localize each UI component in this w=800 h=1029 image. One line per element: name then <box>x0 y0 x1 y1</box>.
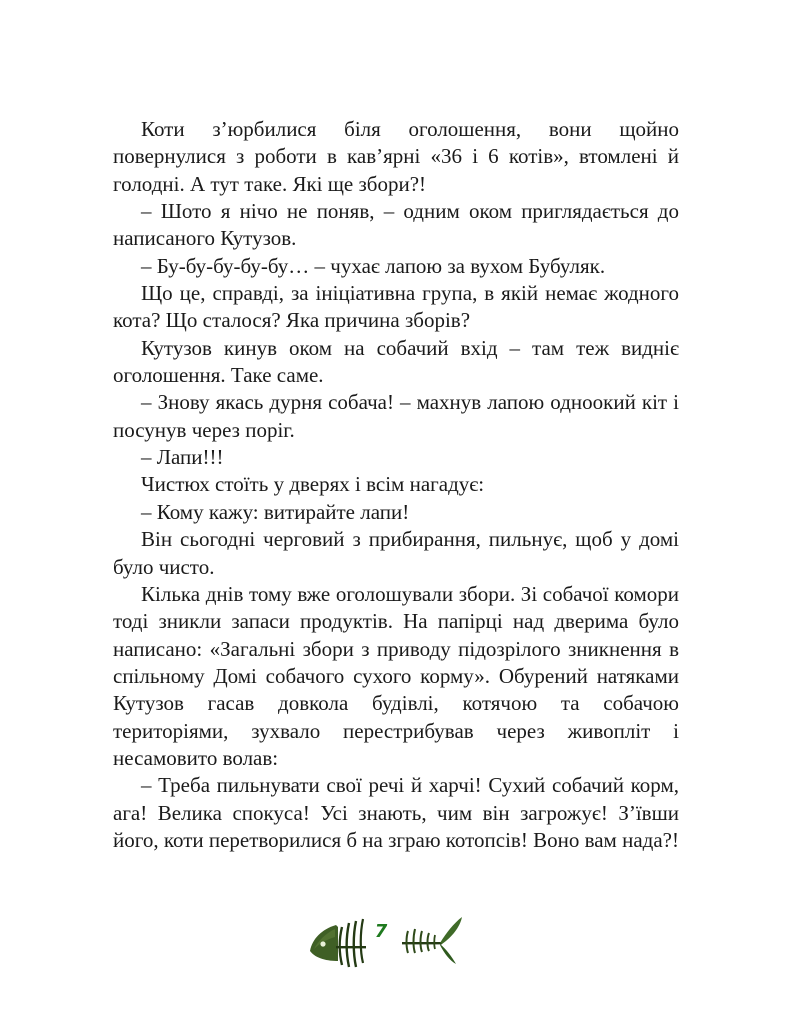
paragraph: – Кому кажу: витирайте лапи! <box>141 499 410 524</box>
page-footer <box>0 905 800 975</box>
paragraph: – Треба пильнувати свої речі й харчі! Сухий собачий корм, ага! Велика спокуса! Усі знають, чим він загрожує! З’ївши його, коти перетворилися б на зграю котопсів! Воно вам нада?! <box>113 773 679 852</box>
paragraph: – Бу-бу-бу-бу-бу… – чухає лапою за вухом Бубуляк. <box>141 253 606 278</box>
paragraph: – Лапи!!! <box>141 445 224 470</box>
paragraph: Що це, справді, за ініціативна група, в якій немає жодного кота? Що сталося? Яка причина зборів? <box>113 281 679 333</box>
body-text <box>113 116 679 854</box>
paragraph: Кутузов кинув оком на собачий вхід – там теж видніє оголошення. Таке саме. <box>113 335 679 388</box>
paragraph: Кілька днів тому вже оголошували збори. Зі собачої комори тоді зникли запаси продуктів. На папірці над дверима було написано: «Загальні збори з приводу підозрілого зникнення в спільному Домі собачого сухого корму». Обурений натяками Кутузов гасав довкола будівлі, котячою та собачою територіями, зухвало перестрибував через живопліт і несамовито волав: <box>113 581 679 770</box>
paragraph: Чистюх стоїть у дверях і всім нагадує: <box>141 472 485 497</box>
fish-skeleton-head-icon <box>308 913 368 968</box>
paragraph: – Знову якась дурня собача! – махнув лапою одноокий кіт і посунув через поріг. <box>113 390 679 442</box>
paragraph: Коти з’юрбилися біля оголошення, вони щойно повернулися з роботи в кав’ярні «36 і 6 котів», втомлені й голодні. А тут таке. Які ще збори?! <box>113 117 679 196</box>
paragraph: – Шото я нічо не поняв, – одним оком приглядається до написаного Кутузов. <box>113 199 679 251</box>
paragraph: Він сьогодні черговий з прибирання, пильнує, щоб у домі було чисто. <box>113 527 679 579</box>
fish-skeleton-tail-icon <box>400 915 464 965</box>
page-number: 7 <box>374 921 388 942</box>
